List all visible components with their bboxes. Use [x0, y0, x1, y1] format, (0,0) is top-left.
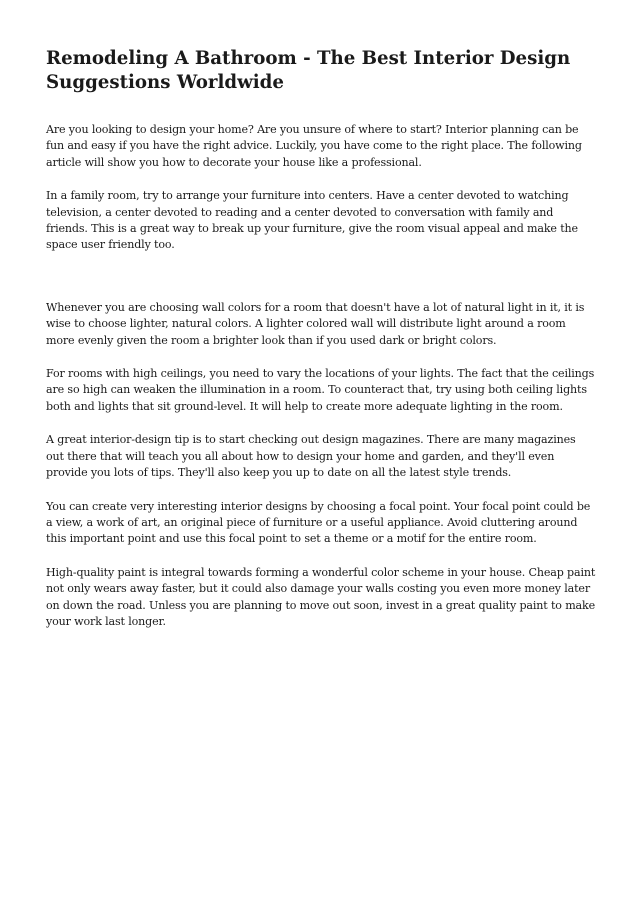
paragraph-family-room: In a family room, try to arrange your furniture into centers. Have a center devoted to watching television, a center devoted to reading and a center devoted to conversation with family and friends. This is a great way to break up your furniture, give the room visual appeal and make the space user friendly too.: [46, 189, 578, 252]
paragraph-focal-point: You can create very interesting interior designs by choosing a focal point. Your focal point could be a view, a work of art, an original piece of furniture or a useful appliance. Avoid cluttering around this important point and use this focal point to set a theme or a motif for the entire room.: [46, 499, 591, 546]
paragraph-high-ceilings: For rooms with high ceilings, you need to vary the locations of your lights. The fact that the ceilings are so high can weaken the illumination in a room. To counteract that, try using both ceiling lights both and lights that sit ground-level. It will help to create more adequate lighting in the room.: [46, 367, 595, 413]
paragraph-design-magazines: A great interior-design tip is to start checking out design magazines. There are many magazines out there that will teach you all about how to design your home and garden, and they'll even provide you lots of tips. They'll also keep you up to date on all the latest style trends.: [46, 433, 576, 480]
document-title: Remodeling A Bathroom - The Best Interior Design Suggestions Worldwide: [46, 48, 571, 93]
paragraph-quality-paint: High-quality paint is integral towards forming a wonderful color scheme in your house. Cheap paint not only wears away faster, but it could also damage your walls costing you even more money later on down the road. Unless you are planning to move out soon, invest in a great quality paint to make your work last longer.: [46, 565, 596, 628]
paragraph-intro: Are you looking to design your home? Are you unsure of where to start? Interior planning can be fun and easy if you have the right advice. Luckily, you have come to the right place. The following article will show you how to decorate your house like a professional.: [46, 123, 582, 169]
document-page: [46, 47, 596, 647]
paragraph-wall-colors: Whenever you are choosing wall colors for a room that doesn't have a lot of natural light in it, it is wise to choose lighter, natural colors. A lighter colored wall will distribute light around a room more evenly given the room a brighter look than if you used dark or bright colors.: [46, 300, 585, 347]
